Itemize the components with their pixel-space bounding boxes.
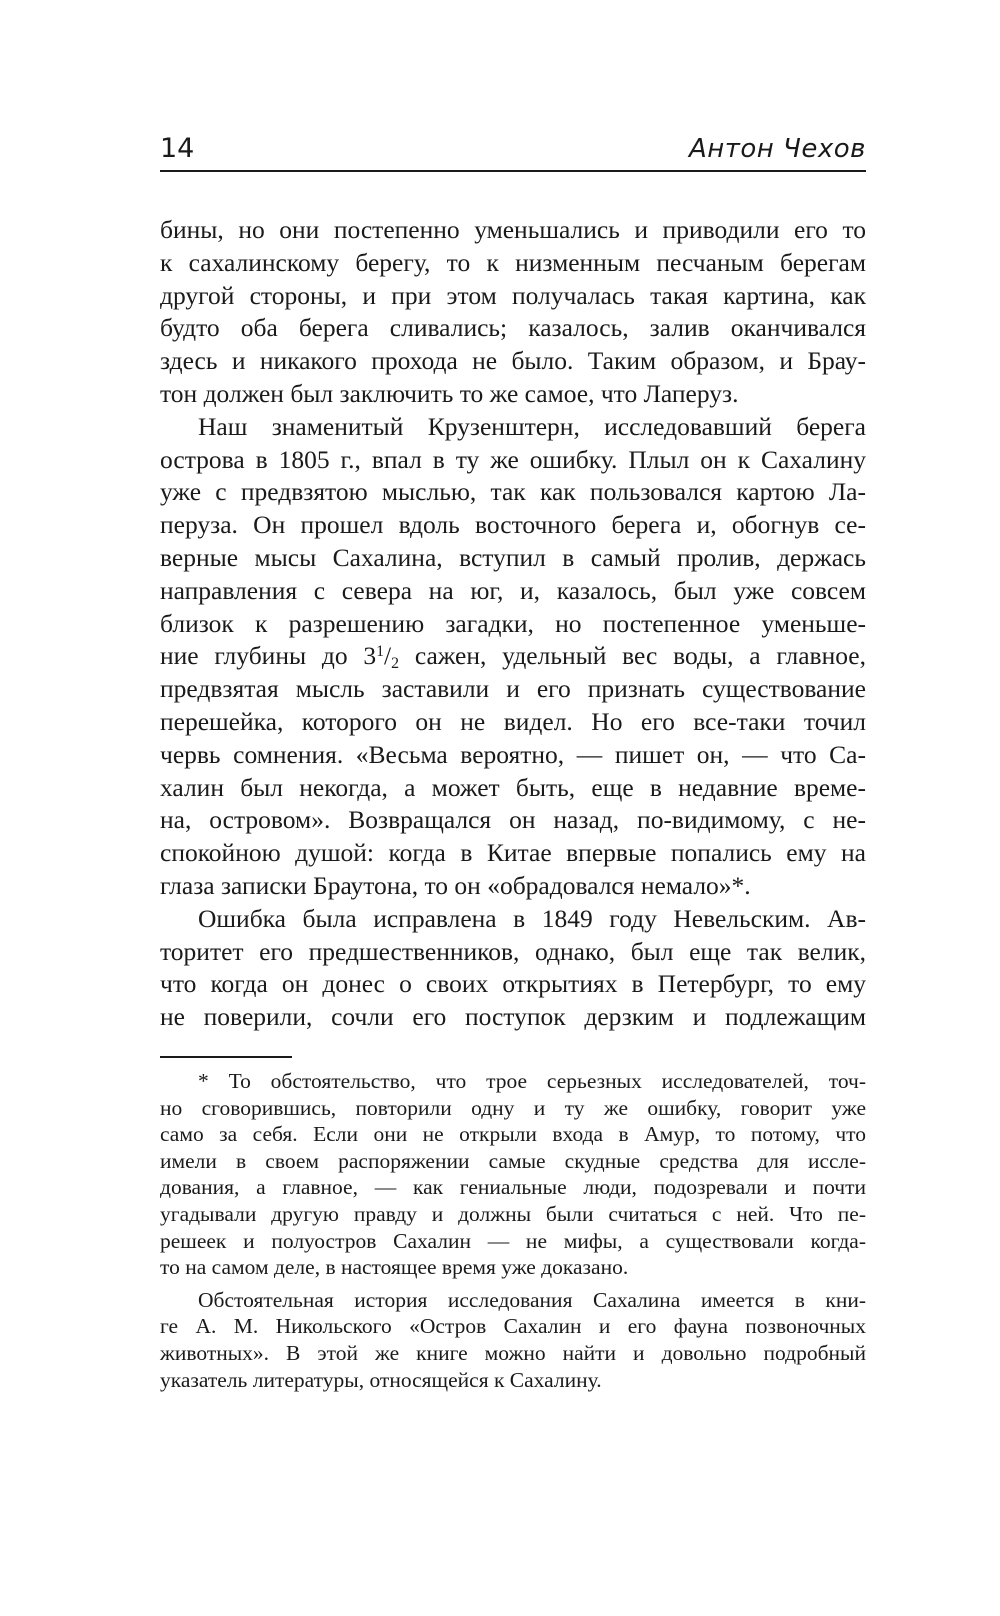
footnote-line: имели в своем распоряжении самые скудные средства для иссле- xyxy=(160,1148,866,1173)
text-line: острова в 1805 г., впал в ту же ошибку. Плыл он к Сахалину xyxy=(160,444,866,474)
text-line: будто оба берега сливались; казалось, залив оканчивался xyxy=(160,313,866,343)
main-text xyxy=(160,214,866,1034)
text-line: верные мысы Сахалина, вступил в самый пролив, держась xyxy=(160,542,866,572)
fraction-numerator: 1 xyxy=(376,642,385,660)
footnote-line: животных». В этой же книге можно найти и довольно подробный xyxy=(160,1340,866,1365)
fraction-slash: / xyxy=(384,641,392,671)
footnote-line: * То обстоятельство, что трое серьезных исследователей, точ- xyxy=(198,1069,866,1093)
text-line: Наш знаменитый Крузенштерн, исследовавший берега xyxy=(198,411,866,441)
text-line: торитет его предшественников, однако, был еще так велик, xyxy=(160,936,866,966)
text-line: здесь и никакого прохода не было. Таким образом, и Брау- xyxy=(160,346,866,376)
text-line: Ошибка была исправлена в 1849 году Невельским. Ав- xyxy=(198,903,866,933)
text-line: спокойною душой: когда в Китае впервые попались ему на xyxy=(160,838,866,868)
text-fragment: сажен, удельный вес воды, а главное, xyxy=(399,641,867,671)
text-line: что когда он донес о своих открытиях в Петербург, то ему xyxy=(160,969,866,999)
text-fragment: ние глубины до 3 xyxy=(160,641,377,671)
footnote-line: указатель литературы, относящейся к Сахалину. xyxy=(160,1367,602,1392)
footnote-line: угадывали другую правду и должны были считаться с ней. Что пе- xyxy=(160,1201,866,1226)
text-line: направления с севера на юг, и, казалось, был уже совсем xyxy=(160,575,866,605)
page-number: 14 xyxy=(160,133,195,164)
footnote-divider xyxy=(160,1056,292,1058)
footnote-line: само за себя. Если они не открыли входа в Амур, то потому, что xyxy=(160,1122,866,1147)
text-line: уже с предвзятою мыслью, так как пользовался картою Ла- xyxy=(160,477,866,507)
text-line: на, островом». Возвращался он назад, по-видимому, с не- xyxy=(160,805,866,835)
footnote-line: решеек и полуостров Сахалин — не мифы, а существовали когда- xyxy=(160,1228,866,1253)
text-line: халин был некогда, а может быть, еще в недавние време- xyxy=(160,772,866,802)
text-line: не поверили, сочли его поступок дерзким и подлежащим xyxy=(160,1002,866,1032)
footnote-line: Обстоятельная история исследования Сахалина имеется в кни- xyxy=(198,1287,866,1312)
footnotes xyxy=(160,1068,866,1393)
text-line: близок к разрешению загадки, но постепенное уменьше- xyxy=(160,608,866,638)
footnote-line: дования, а главное, — как гениальные люди, подозревали и почти xyxy=(160,1175,866,1200)
text-line: перешейка, которого он не видел. Но его все-таки точил xyxy=(160,706,866,736)
footnote-line: то на самом деле, в настоящее время уже доказано. xyxy=(160,1255,629,1280)
text-line: к сахалинскому берегу, то к низменным песчаным берегам xyxy=(160,247,866,277)
author-name: Антон Чехов xyxy=(688,134,866,164)
text-line: перуза. Он прошел вдоль восточного берега и, обогнув се- xyxy=(160,510,866,540)
text-line: другой стороны, и при этом получалась такая картина, как xyxy=(160,280,866,310)
running-head xyxy=(160,126,866,172)
text-line-fraction xyxy=(160,640,866,673)
footnote-line: но сговорившись, повторили одну и ту же ошибку, говорит уже xyxy=(160,1095,866,1120)
footnote-line: ге А. М. Никольского «Остров Сахалин и его фауна позвоночных xyxy=(160,1314,866,1339)
book-page xyxy=(160,0,866,1616)
text-line: червь сомнения. «Весьма вероятно, — пишет он, — что Са- xyxy=(160,739,866,769)
fraction-denominator: 2 xyxy=(391,655,400,673)
text-line: бины, но они постепенно уменьшались и приводили его то xyxy=(160,215,866,244)
text-line: глаза записки Браутона, то он «обрадовался немало»*. xyxy=(160,870,751,900)
text-line: предвзятая мысль заставили и его признать существование xyxy=(160,674,866,704)
text-line: тон должен был заключить то же самое, что Лаперуз. xyxy=(160,378,739,408)
